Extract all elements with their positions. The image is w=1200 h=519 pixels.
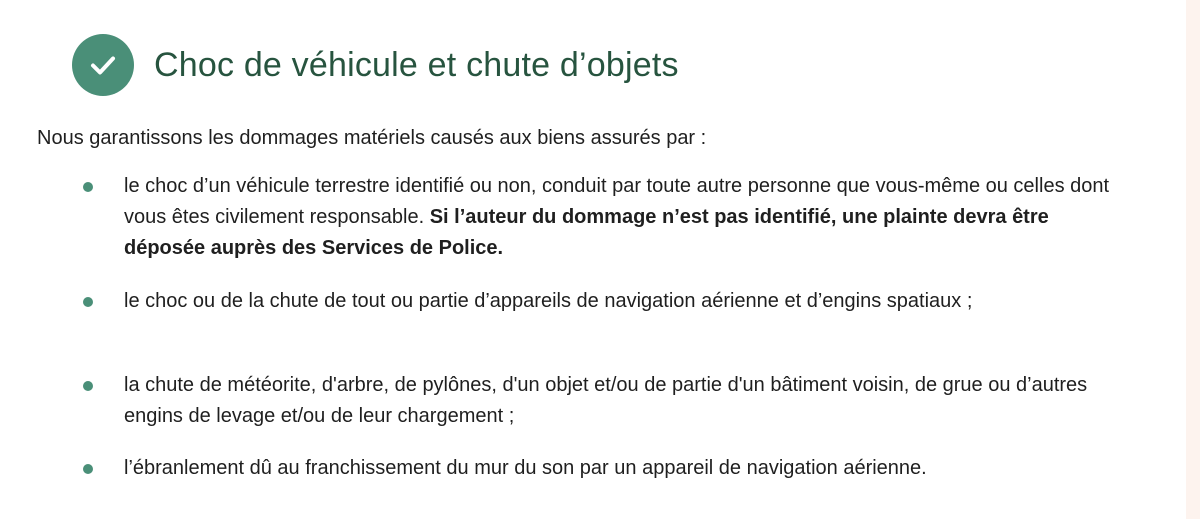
checkmark-icon (88, 50, 118, 80)
list-item-text (124, 370, 1124, 432)
list-item-body: la chute de météorite, d'arbre, de pylônes, d'un objet et/ou de partie d'un bâtiment voisin, de grue ou d’autres engins de levage et/ou de leur chargement ; (124, 374, 1088, 427)
section-header (72, 34, 679, 96)
list-item-body: le choc d’un véhicule terrestre identifié ou non, conduit par toute autre personne que vous-même ou celles dont vous êtes civilement responsable. (124, 175, 1110, 228)
list-item-body: le choc ou de la chute de tout ou partie d’appareils de navigation aérienne et d’engins spatiaux ; (124, 290, 973, 312)
intro-text: Nous garantissons les dommages matériels causés aux biens assurés par : (37, 127, 707, 149)
list-item-emphasis: Si l’auteur du dommage n’est pas identifié, une plainte devra être déposée auprès des Services de Police. (124, 206, 1049, 259)
list-item-text (124, 171, 1124, 264)
list-item-body: l’ébranlement dû au franchissement du mur du son par un appareil de navigation aérienne. (124, 457, 927, 479)
bullet-icon (83, 381, 93, 391)
section-title: Choc de véhicule et chute d’objets (154, 45, 679, 84)
list-item-text (124, 286, 1124, 317)
bullet-icon (83, 464, 93, 474)
bullet-icon (83, 182, 93, 192)
right-edge-strip (1186, 0, 1200, 519)
check-circle-icon (72, 34, 134, 96)
bullet-icon (83, 297, 93, 307)
list-item-text (124, 453, 1124, 484)
